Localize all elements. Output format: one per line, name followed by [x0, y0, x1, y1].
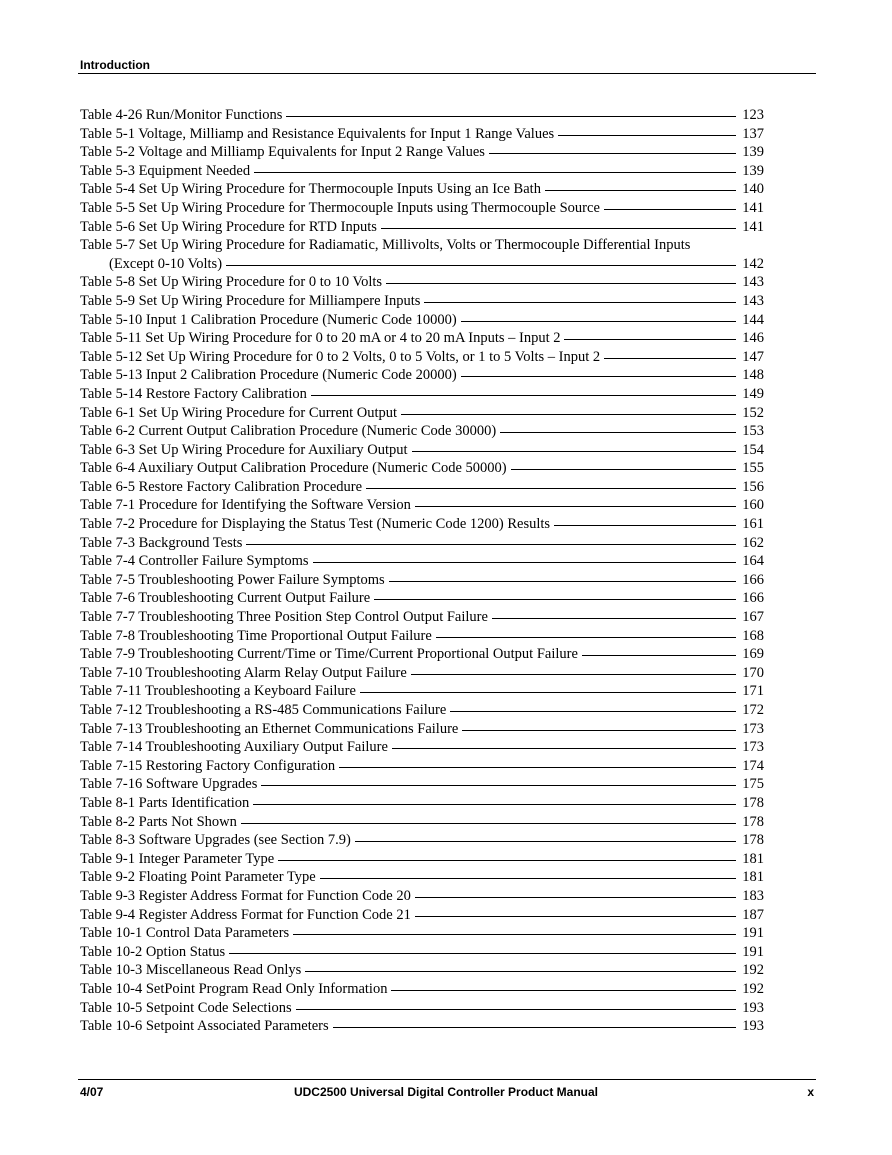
toc-leader-line [381, 228, 736, 229]
toc-entry-label: Table 9-2 Floating Point Parameter Type [80, 869, 316, 886]
toc-leader-line [461, 376, 736, 377]
toc-entry-page: 143 [742, 292, 764, 309]
toc-entry[interactable] [80, 720, 764, 739]
toc-entry-page: 166 [742, 571, 764, 588]
toc-leader-line [229, 953, 736, 954]
toc-entry-label: Table 5-9 Set Up Wiring Procedure for Milliampere Inputs [80, 292, 421, 309]
toc-leader-line [253, 804, 736, 805]
toc-entry[interactable] [80, 943, 764, 962]
toc-entry-label: Table 7-2 Procedure for Displaying the Status Test (Numeric Code 1200) Results [80, 516, 551, 533]
toc-entry[interactable] [80, 645, 764, 664]
toc-entry-label: Table 5-4 Set Up Wiring Procedure for Thermocouple Inputs Using an Ice Bath [80, 181, 541, 198]
toc-entry-page: 141 [742, 218, 764, 235]
toc-entry[interactable] [80, 143, 764, 162]
toc-entry-page: 164 [742, 553, 764, 570]
toc-entry-page: 173 [742, 720, 764, 737]
toc-entry-page: 154 [742, 441, 764, 458]
toc-entry[interactable] [80, 887, 764, 906]
toc-entry-page: 149 [742, 385, 764, 402]
toc-entry-label: Table 9-4 Register Address Format for Function Code 21 [80, 906, 411, 923]
toc-entry-page: 178 [742, 832, 764, 849]
toc-leader-line [511, 469, 736, 470]
toc-entry-label: Table 7-5 Troubleshooting Power Failure Symptoms [80, 571, 385, 588]
toc-leader-line [492, 618, 736, 619]
toc-entry[interactable] [80, 385, 764, 404]
toc-entry-label: Table 10-4 SetPoint Program Read Only Information [80, 980, 388, 997]
toc-entry-label: Table 6-4 Auxiliary Output Calibration Procedure (Numeric Code 50000) [80, 460, 507, 477]
toc-entry-page: 178 [742, 813, 764, 830]
toc-entry-page: 160 [742, 497, 764, 514]
toc-leader-line [226, 265, 736, 266]
toc-entry-label: Table 9-1 Integer Parameter Type [80, 850, 275, 867]
toc-entry-page: 155 [742, 460, 764, 477]
toc-leader-line [305, 971, 736, 972]
toc-leader-line [246, 544, 736, 545]
toc-entry-page: 193 [742, 1018, 764, 1035]
toc-entry-page: 137 [742, 125, 764, 142]
toc-entry-label: Table 7-8 Troubleshooting Time Proportional Output Failure [80, 627, 432, 644]
list-of-tables [80, 106, 764, 1036]
toc-leader-line [545, 190, 736, 191]
toc-entry[interactable] [80, 682, 764, 701]
toc-entry[interactable] [80, 850, 764, 869]
toc-entry[interactable] [80, 868, 764, 887]
toc-entry-label: Table 7-10 Troubleshooting Alarm Relay Output Failure [80, 664, 407, 681]
toc-leader-line [293, 934, 736, 935]
toc-entry[interactable] [80, 441, 764, 460]
toc-entry-page: 166 [742, 590, 764, 607]
toc-entry-label: Table 10-6 Setpoint Associated Parameters [80, 1018, 329, 1035]
toc-entry-label: Table 5-1 Voltage, Milliamp and Resistance Equivalents for Input 1 Range Values [80, 125, 555, 142]
toc-entry-label: Table 4-26 Run/Monitor Functions [80, 107, 283, 123]
toc-entry-label: Table 5-6 Set Up Wiring Procedure for RTD Inputs [80, 218, 377, 235]
toc-entry[interactable] [80, 125, 764, 144]
toc-entry-label: Table 5-2 Voltage and Milliamp Equivalents for Input 2 Range Values [80, 144, 485, 161]
toc-entry-page: 152 [742, 404, 764, 421]
toc-entry[interactable] [80, 775, 764, 794]
toc-entry[interactable] [80, 794, 764, 813]
toc-entry-label: Table 8-1 Parts Identification [80, 794, 250, 811]
toc-leader-line [339, 767, 736, 768]
toc-entry[interactable] [80, 589, 764, 608]
toc-entry-page: 191 [742, 943, 764, 960]
toc-entry-page: 178 [742, 794, 764, 811]
toc-entry-page: 181 [742, 869, 764, 886]
toc-entry[interactable] [80, 664, 764, 683]
page-header-title: Introduction [80, 58, 150, 72]
toc-leader-line [412, 451, 736, 452]
toc-leader-line [392, 748, 736, 749]
toc-entry-label: Table 7-7 Troubleshooting Three Position Step Control Output Failure [80, 609, 488, 626]
toc-entry-label: Table 7-11 Troubleshooting a Keyboard Failure [80, 683, 356, 700]
toc-entry-label-continued: (Except 0-10 Volts) [109, 255, 223, 272]
toc-entry-page: 167 [742, 609, 764, 626]
toc-leader-line [500, 432, 736, 433]
toc-leader-line [558, 135, 736, 136]
toc-entry-page: 187 [742, 906, 764, 923]
toc-leader-line [462, 730, 736, 731]
toc-entry-label: Table 5-14 Restore Factory Calibration [80, 385, 307, 402]
toc-entry-label: Table 7-4 Controller Failure Symptoms [80, 553, 309, 570]
toc-entry-label: Table 6-2 Current Output Calibration Procedure (Numeric Code 30000) [80, 423, 497, 440]
toc-entry-page: 156 [742, 478, 764, 495]
toc-entry-label: Table 6-5 Restore Factory Calibration Procedure [80, 478, 363, 495]
toc-entry-page: 175 [742, 776, 764, 793]
toc-entry-page: 168 [742, 627, 764, 644]
toc-entry-page: 192 [742, 980, 764, 997]
toc-entry-page: 173 [742, 739, 764, 756]
toc-entry-label: Table 7-6 Troubleshooting Current Output Failure [80, 590, 371, 607]
toc-entry-label: Table 5-13 Input 2 Calibration Procedure (Numeric Code 20000) [80, 367, 457, 384]
toc-entry[interactable] [80, 534, 764, 553]
toc-leader-line [604, 209, 736, 210]
toc-entry[interactable] [80, 571, 764, 590]
toc-entry[interactable] [80, 738, 764, 757]
toc-entry-page: 162 [742, 534, 764, 551]
toc-leader-line [424, 302, 736, 303]
toc-entry-label: Table 10-3 Miscellaneous Read Onlys [80, 962, 302, 979]
toc-entry-label: Table 8-3 Software Upgrades (see Section 7.9) [80, 832, 351, 849]
toc-entry-continuation[interactable] [80, 255, 764, 274]
toc-entry-label: Table 7-12 Troubleshooting a RS-485 Communications Failure [80, 702, 447, 718]
toc-leader-line [333, 1027, 736, 1028]
toc-entry-page: 140 [742, 181, 764, 198]
toc-entry[interactable] [80, 608, 764, 627]
toc-entry-page: 139 [742, 144, 764, 161]
toc-leader-line [241, 823, 736, 824]
toc-leader-line [391, 990, 736, 991]
toc-entry-label: Table 7-9 Troubleshooting Current/Time or Time/Current Proportional Output Failure [80, 646, 578, 663]
toc-leader-line [415, 897, 736, 898]
toc-entry-page: 123 [742, 107, 764, 123]
toc-entry[interactable] [80, 813, 764, 832]
toc-entry-page: 183 [742, 887, 764, 904]
toc-leader-line [401, 414, 736, 415]
toc-entry-page: 174 [742, 757, 764, 774]
footer-divider [78, 1079, 816, 1080]
toc-entry-page: 143 [742, 274, 764, 291]
toc-entry-label: Table 5-10 Input 1 Calibration Procedure (Numeric Code 10000) [80, 311, 457, 328]
toc-leader-line [554, 525, 736, 526]
toc-entry-label: Table 5-5 Set Up Wiring Procedure for Thermocouple Inputs using Thermocouple Source [80, 199, 600, 216]
toc-leader-line [360, 692, 736, 693]
toc-leader-line [311, 395, 736, 396]
toc-leader-line [415, 506, 736, 507]
toc-leader-line [261, 785, 736, 786]
toc-entry[interactable] [80, 831, 764, 850]
toc-entry[interactable] [80, 757, 764, 776]
toc-entry-page: 193 [742, 999, 764, 1016]
toc-entry-label: Table 7-13 Troubleshooting an Ethernet Communications Failure [80, 720, 459, 737]
toc-entry[interactable] [80, 701, 764, 720]
toc-entry[interactable] [80, 999, 764, 1018]
toc-leader-line [461, 321, 736, 322]
toc-entry-page: 161 [742, 516, 764, 533]
toc-entry[interactable] [80, 366, 764, 385]
toc-entry-label: Table 5-8 Set Up Wiring Procedure for 0 to 10 Volts [80, 274, 383, 291]
toc-entry-page: 181 [742, 850, 764, 867]
footer-date: 4/07 [80, 1085, 104, 1099]
toc-leader-line [355, 841, 736, 842]
toc-entry-label: Table 5-11 Set Up Wiring Procedure for 0 to 20 mA or 4 to 20 mA Inputs – Input 2 [80, 330, 561, 347]
toc-entry[interactable] [80, 515, 764, 534]
toc-entry-page: 169 [742, 646, 764, 663]
toc-leader-line [366, 488, 736, 489]
header-divider [78, 73, 816, 74]
toc-entry-label: Table 10-1 Control Data Parameters [80, 925, 290, 942]
toc-entry[interactable] [80, 329, 764, 348]
toc-entry[interactable] [80, 906, 764, 925]
toc-leader-line [286, 116, 736, 117]
footer-document-title: UDC2500 Universal Digital Controller Product Manual [293, 1085, 599, 1099]
toc-entry[interactable] [80, 180, 764, 199]
toc-entry[interactable] [80, 1017, 764, 1036]
toc-entry-page: 141 [742, 199, 764, 216]
toc-entry-label: Table 6-3 Set Up Wiring Procedure for Auxiliary Output [80, 441, 408, 458]
toc-entry-label: Table 7-15 Restoring Factory Configuration [80, 757, 336, 774]
toc-entry-page: 142 [742, 255, 764, 272]
toc-entry[interactable] [80, 273, 764, 292]
toc-entry-label: Table 7-14 Troubleshooting Auxiliary Output Failure [80, 739, 388, 756]
toc-entry[interactable] [80, 478, 764, 497]
toc-entry[interactable] [80, 924, 764, 943]
toc-entry[interactable] [80, 162, 764, 181]
toc-entry[interactable] [80, 292, 764, 311]
toc-leader-line [582, 655, 736, 656]
toc-entry[interactable] [80, 961, 764, 980]
toc-entry-page: 171 [742, 683, 764, 700]
toc-entry-page: 170 [742, 664, 764, 681]
toc-entry-page: 139 [742, 162, 764, 179]
toc-entry[interactable] [80, 218, 764, 237]
toc-entry[interactable] [80, 552, 764, 571]
toc-entry-label: Table 5-12 Set Up Wiring Procedure for 0 to 2 Volts, 0 to 5 Volts, or 1 to 5 Volts – Input 2 [80, 348, 601, 365]
toc-entry-page: 191 [742, 925, 764, 942]
toc-entry-page: 153 [742, 423, 764, 440]
toc-entry[interactable] [80, 106, 764, 125]
toc-entry[interactable] [80, 311, 764, 330]
toc-entry-label: Table 5-7 Set Up Wiring Procedure for Radiamatic, Millivolts, Volts or Thermocouple Differential Inputs [80, 237, 691, 254]
toc-leader-line [389, 581, 736, 582]
toc-entry[interactable] [80, 496, 764, 515]
toc-leader-line [313, 562, 736, 563]
toc-leader-line [296, 1009, 736, 1010]
toc-entry-page: 192 [742, 962, 764, 979]
toc-leader-line [278, 860, 736, 861]
toc-entry[interactable] [80, 980, 764, 999]
toc-entry-page: 148 [742, 367, 764, 384]
toc-leader-line [604, 358, 736, 359]
toc-leader-line [450, 711, 736, 712]
toc-entry[interactable] [80, 236, 764, 255]
toc-entry-label: Table 7-1 Procedure for Identifying the Software Version [80, 497, 411, 514]
toc-entry-page: 146 [742, 330, 764, 347]
toc-leader-line [564, 339, 736, 340]
toc-entry-label: Table 7-16 Software Upgrades [80, 776, 258, 793]
toc-leader-line [386, 283, 736, 284]
toc-leader-line [374, 599, 736, 600]
toc-entry[interactable] [80, 627, 764, 646]
toc-leader-line [320, 878, 736, 879]
toc-entry[interactable] [80, 199, 764, 218]
toc-leader-line [489, 153, 736, 154]
toc-entry-label: Table 9-3 Register Address Format for Function Code 20 [80, 887, 411, 904]
toc-entry-page: 172 [742, 702, 764, 718]
toc-leader-line [254, 172, 736, 173]
toc-leader-line [436, 637, 736, 638]
toc-entry[interactable] [80, 422, 764, 441]
toc-entry-page: 147 [742, 348, 764, 365]
toc-entry-label: Table 5-3 Equipment Needed [80, 162, 251, 179]
toc-entry-label: Table 10-5 Setpoint Code Selections [80, 999, 292, 1016]
toc-entry-label: Table 6-1 Set Up Wiring Procedure for Current Output [80, 404, 398, 421]
footer-page-number: x [807, 1085, 814, 1099]
toc-leader-line [415, 916, 736, 917]
toc-entry[interactable] [80, 348, 764, 367]
toc-entry[interactable] [80, 404, 764, 423]
toc-entry-label: Table 8-2 Parts Not Shown [80, 813, 237, 830]
toc-leader-line [411, 674, 736, 675]
toc-entry-label: Table 7-3 Background Tests [80, 534, 243, 551]
toc-entry-page: 144 [742, 311, 764, 328]
toc-entry-label: Table 10-2 Option Status [80, 943, 226, 960]
toc-entry[interactable] [80, 459, 764, 478]
